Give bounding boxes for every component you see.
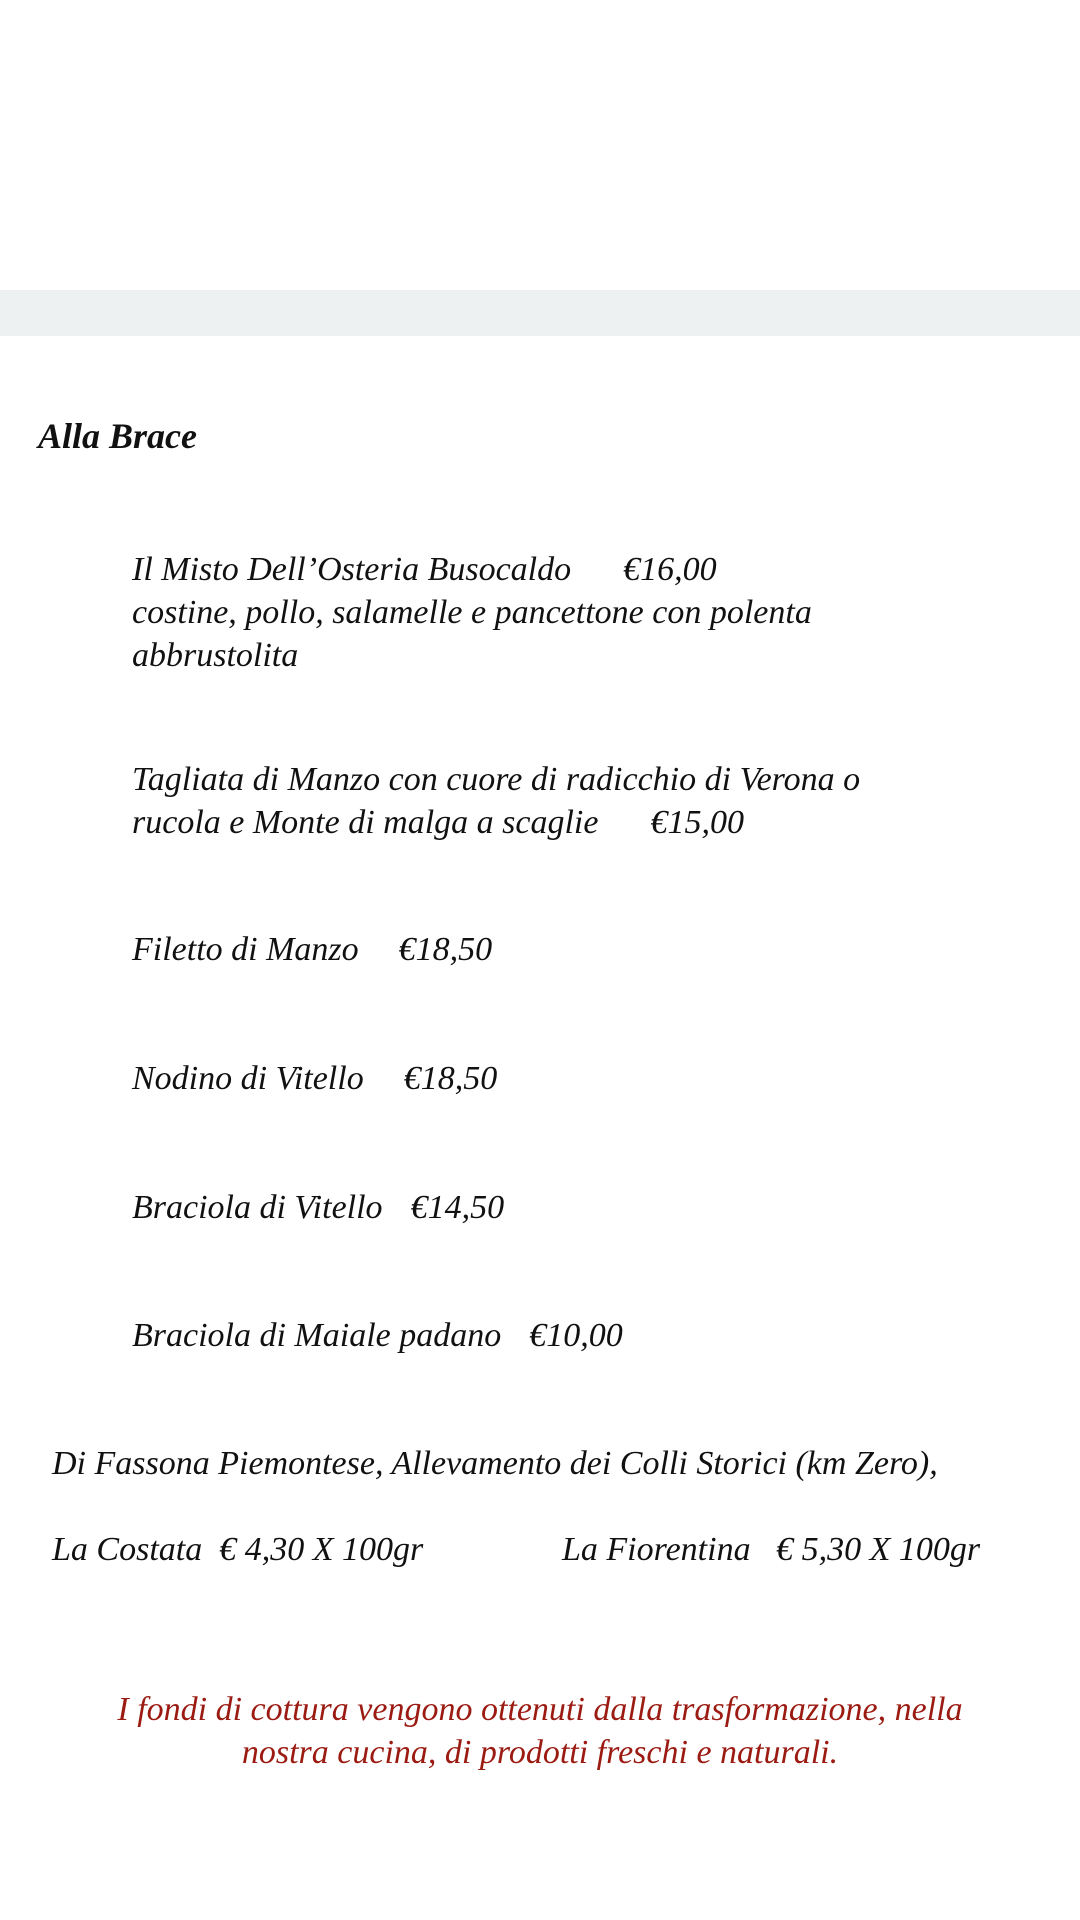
menu-item-title-line [132, 548, 812, 591]
cut-fiorentina [562, 1528, 980, 1571]
menu-item-description: costine, pollo, salamelle e pancettone con polenta [132, 594, 812, 631]
menu-item-filetto [132, 928, 492, 971]
cut-name: La Fiorentina [562, 1531, 751, 1568]
menu-item-description: abbrustolita [132, 637, 299, 674]
header-band [0, 290, 1080, 336]
menu-item-braciola-vitello [132, 1186, 504, 1229]
menu-item-name: Filetto di Manzo [132, 931, 359, 968]
menu-item-price: €15,00 [650, 804, 744, 841]
menu-item-name: Braciola di Vitello [132, 1189, 383, 1226]
section-title: Alla Brace [38, 416, 197, 456]
menu-item-title-line [132, 801, 860, 844]
menu-item-name: Il Misto Dell’Osteria Busocaldo [132, 551, 572, 588]
menu-item-name: Nodino di Vitello [132, 1060, 364, 1097]
menu-item-nodino [132, 1057, 497, 1100]
menu-item-price: €10,00 [529, 1317, 623, 1354]
menu-item-tagliata [132, 758, 860, 844]
cut-price: € 5,30 X 100gr [776, 1531, 981, 1568]
menu-item-price: €18,50 [403, 1060, 498, 1097]
menu-item-name: Braciola di Maiale padano [132, 1317, 502, 1354]
menu-item-name: rucola e Monte di malga a scaglie [132, 804, 599, 841]
cooking-note [40, 1688, 1040, 1774]
cooking-note-line: nostra cucina, di prodotti freschi e naturali. [241, 1734, 839, 1771]
menu-item-name: Tagliata di Manzo con cuore di radicchio di Verona o [132, 761, 861, 798]
fassona-heading: Di Fassona Piemontese, Allevamento dei Colli Storici (km Zero), [52, 1445, 938, 1482]
menu-item-price: €16,00 [623, 551, 717, 588]
menu-item-price: €14,50 [410, 1189, 505, 1226]
cut-name: La Costata [52, 1531, 203, 1568]
cut-price: € 4,30 X 100gr [219, 1531, 424, 1568]
cut-costata [52, 1528, 423, 1571]
menu-item-price: €18,50 [398, 931, 493, 968]
menu-item-braciola-maiale [132, 1314, 623, 1357]
menu-item-misto [132, 548, 812, 677]
cooking-note-line: I fondi di cottura vengono ottenuti dalla trasformazione, nella [117, 1691, 963, 1728]
